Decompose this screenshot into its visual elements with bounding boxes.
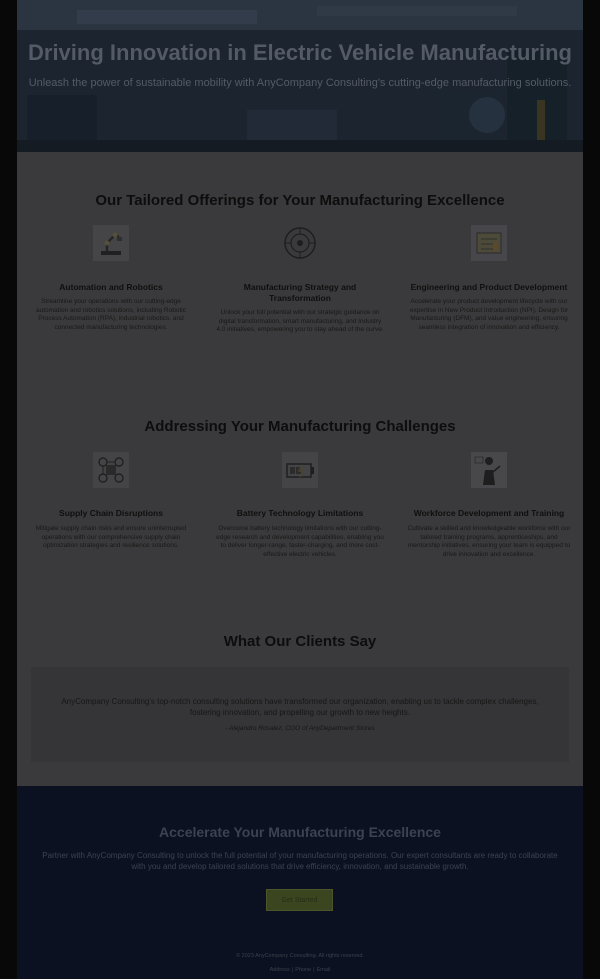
card-title: Manufacturing Strategy and Transformation: [243, 282, 357, 303]
hero-banner: [17, 0, 583, 152]
workforce-training-icon: [471, 452, 507, 488]
card-description: Accelerate your product development lifecycle with our expertise in New Product Introduction (NPI), Design for Manufacturing (DFM), and value engineering, ensuring seamless integration of innovation and efficiency.: [409, 298, 569, 331]
offerings-title: Our Tailored Offerings for Your Manufacturing Excellence: [95, 192, 505, 209]
footer-separator: |: [291, 967, 294, 973]
card-description: Overcome battery technology limitations with our cutting-edge research and development capabilities, enabling you to deliver longer-range, faster-charging, and more cost-effective electric vehicles.: [216, 525, 384, 558]
card-title: Supply Chain Disruptions: [59, 508, 163, 518]
card-title: Battery Technology Limitations: [236, 508, 364, 518]
engineering-blueprint-icon: [471, 225, 507, 261]
card-description: Streamline your operations with our cutting-edge automation and robotics solutions, including Robotic Process Automation (RPA), industrial robotics, and connected manufacturing technologies.: [36, 298, 186, 331]
main-content: [17, 152, 583, 786]
robot-arm-icon: [93, 225, 129, 261]
testimonial-card: [31, 667, 569, 762]
supply-chain-icon: [93, 452, 129, 488]
challenges-title: Addressing Your Manufacturing Challenges: [144, 418, 456, 435]
footer-separator: |: [313, 967, 315, 973]
card-description: Unlock your full potential with our strategic guidance on digital transformation, smart manufacturing, and Industry 4.0 initiatives, empowering you to stay ahead of the curve.: [216, 309, 384, 333]
cta-section: [17, 786, 583, 979]
cta-description: Partner with AnyCompany Consulting to unlock the full potential of your manufacturing operations. Our expert consultants are ready to collaborate with you and develop tailored solutions that drive efficiency, innovation, and sustainable growth.: [42, 851, 558, 871]
footer-link-address[interactable]: Address: [269, 967, 290, 973]
footer-link-email[interactable]: Email: [316, 967, 331, 973]
cta-title: Accelerate Your Manufacturing Excellence: [159, 824, 441, 840]
testimonial-quote: AnyCompany Consulting's top-notch consulting solutions have transformed our organization, enabling us to tackle complex challenges, fostering innovation, and propelling our growth to new heights.: [61, 697, 539, 717]
strategy-gear-icon: [282, 225, 318, 261]
footer-link-phone[interactable]: Phone: [295, 967, 312, 973]
testimonial-author: - Alejandro Rosalez, COO of AnyDepartment Stores: [225, 725, 375, 732]
card-description: Mitigate supply chain risks and ensure uninterrupted operations with our comprehensive supply chain optimization strategies and resilience solutions.: [35, 525, 187, 549]
footer-copyright: © 2023 AnyCompany Consulting. All rights reserved.: [236, 953, 364, 959]
card-title: Workforce Development and Training: [413, 508, 565, 518]
battery-tech-icon: [282, 452, 318, 488]
card-title: Engineering and Product Development: [410, 282, 568, 292]
get-started-button[interactable]: Get Started: [266, 889, 333, 911]
footer-links: [17, 967, 583, 973]
testimonials-title: What Our Clients Say: [223, 633, 377, 650]
card-title: Automation and Robotics: [59, 282, 163, 292]
card-description: Cultivate a skilled and knowledgeable workforce with our tailored training programs, apprenticeships, and mentorship initiatives, ensuring your team is equipped to drive innovation and excellence.: [407, 525, 571, 558]
hero-title: Driving Innovation in Electric Vehicle Manufacturing: [28, 40, 572, 65]
factory-background-image: [17, 0, 583, 152]
hero-subtitle: Unleash the power of sustainable mobility with AnyCompany Consulting's cutting-edge manufacturing solutions.: [28, 77, 572, 89]
